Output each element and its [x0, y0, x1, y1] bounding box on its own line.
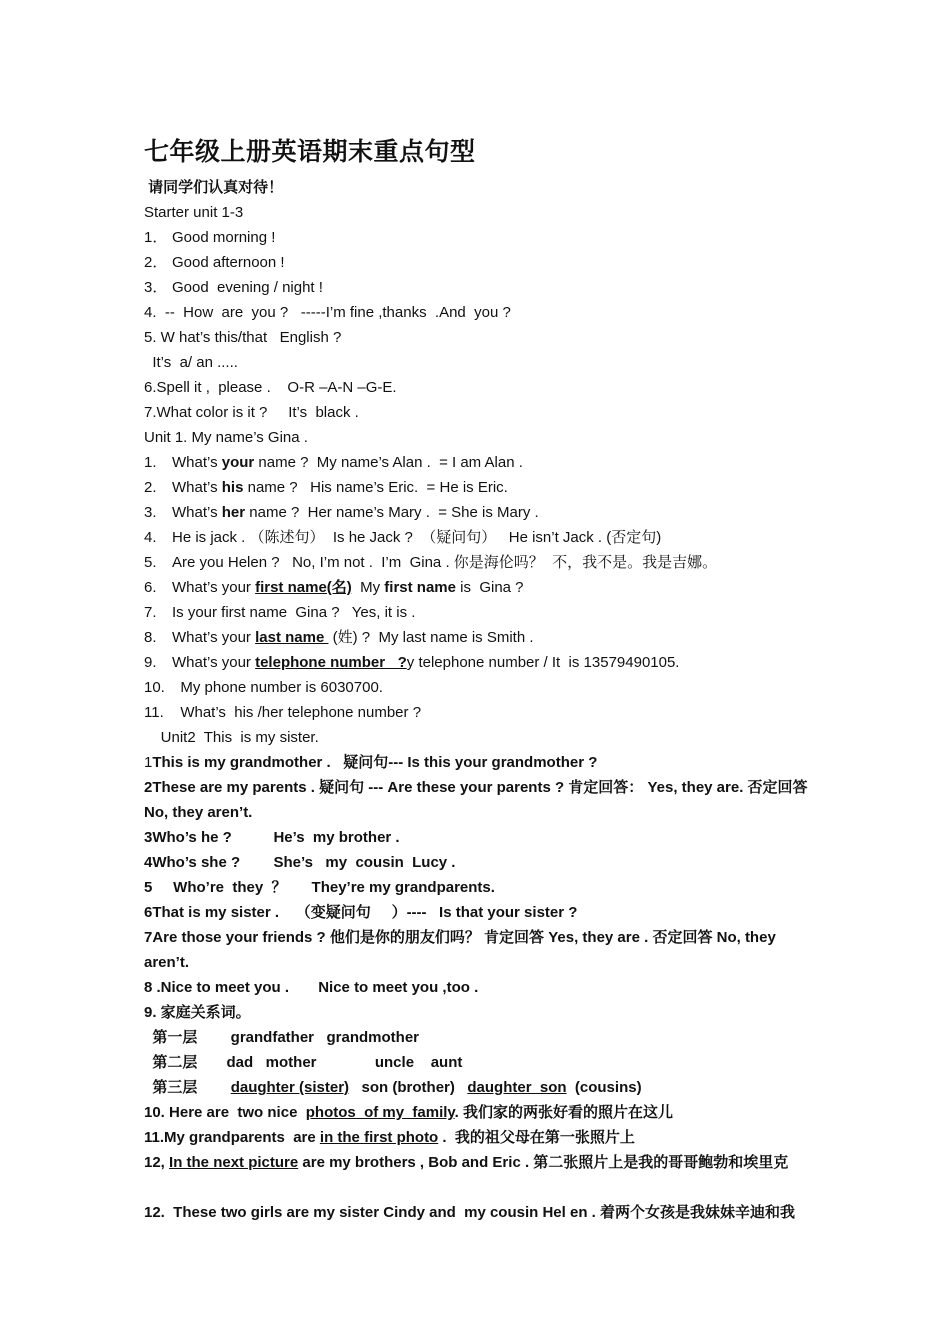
unit1-item-1	[144, 450, 808, 475]
text: What’s your	[172, 579, 256, 596]
text: 12,	[144, 1154, 170, 1171]
item-number: 10.	[144, 679, 165, 696]
bold-text: his	[221, 479, 244, 496]
item-number: 6.	[144, 579, 157, 596]
underlined-term: In the next picture	[169, 1154, 299, 1171]
text: What’s	[172, 454, 222, 471]
text: name ? His name’s Eric. = He is Eric.	[243, 479, 508, 496]
starter-item-4: 4. -- How are you ? -----I’m fine ,thanks .And you ?	[144, 304, 511, 321]
text: . 我的祖父母在第一张照片上	[438, 1129, 635, 1146]
unit1-heading: Unit 1. My name’s Gina .	[144, 429, 308, 446]
underlined-term: first name(名)	[255, 579, 352, 596]
text: is Gina ?	[455, 579, 524, 596]
unit1-item-10	[144, 675, 808, 700]
text: 10. Here are two nice	[144, 1104, 306, 1121]
starter-heading: Starter unit 1-3	[144, 204, 244, 221]
item-number: 8.	[144, 629, 157, 646]
text: What’s	[172, 479, 222, 496]
starter-item-1	[144, 225, 808, 250]
text: y telephone number / It is 13579490105.	[406, 654, 680, 671]
text: What’s your	[172, 629, 256, 646]
item-text: Good evening / night !	[172, 279, 323, 296]
underlined-term: daughter son	[467, 1079, 567, 1096]
text: He is jack . （陈述句） Is he Jack ? （疑问句） He isn’t Jack . (否定句)	[172, 529, 662, 546]
unit2-item-8: 8 .Nice to meet you . Nice to meet you ,too .	[144, 979, 479, 996]
unit1-item-5	[144, 550, 808, 575]
unit2-item-4: 4Who’s she ? She’s my cousin Lucy .	[144, 854, 456, 871]
starter-item-6: 6.Spell it , please . O-R –A-N –G-E.	[144, 379, 397, 396]
text: My phone number is 6030700.	[172, 679, 383, 696]
text: son (brother)	[349, 1079, 468, 1096]
item-number: 7.	[144, 604, 157, 621]
unit2-item-1	[144, 750, 808, 775]
unit2-item-9: 9. 家庭关系词。	[144, 1004, 251, 1021]
bold-text: her	[221, 504, 246, 521]
family-level-2: 第二层 dad mother uncle aunt	[144, 1054, 463, 1071]
item-number: 11.	[144, 704, 164, 721]
family-level-1: 第一层 grandfather grandmother	[144, 1029, 420, 1046]
text: My	[351, 579, 385, 596]
item-text: Good morning !	[172, 229, 276, 246]
text: Is your first name Gina ? Yes, it is .	[172, 604, 416, 621]
text: What’s	[172, 504, 222, 521]
item-number: 4.	[144, 529, 157, 546]
item-number: 2.	[144, 479, 157, 496]
text: (姓) ? My last name is Smith .	[328, 629, 534, 646]
page-title: 七年级上册英语期末重点句型	[144, 137, 476, 166]
unit2-item-10	[144, 1100, 808, 1125]
item-number: 9.	[144, 654, 157, 671]
item-number: 1．	[144, 229, 168, 246]
item-number: 3.	[144, 504, 157, 521]
underlined-term: telephone number ?	[255, 654, 407, 671]
bold-text: first name	[384, 579, 456, 596]
unit1-item-8	[144, 625, 808, 650]
unit2-item-2: 2These are my parents . 疑问句 --- Are these your parents ? 肯定回答： Yes, they are. 否定回答 No, they aren’t.	[144, 779, 808, 821]
unit2-item-7: 7Are those your friends ? 他们是你的朋友们吗？ 肯定回答 Yes, they are . 否定回答 No, they aren’t.	[144, 929, 776, 971]
text: What’s his /her telephone number ?	[172, 704, 422, 721]
item-text: Good afternoon !	[172, 254, 285, 271]
unit1-item-11	[144, 700, 808, 725]
item-number: 1	[144, 754, 153, 771]
item-number: 3．	[144, 279, 168, 296]
text: are my brothers , Bob and Eric . 第二张照片上是我的哥哥鲍勃和埃里克	[298, 1154, 789, 1171]
underlined-term: daughter (sister)	[230, 1079, 350, 1096]
text: name ? Her name’s Mary . = She is Mary .	[245, 504, 539, 521]
text: Are you Helen ? No, I’m not . I’m Gina . 你是海伦吗？ 不，我不是。我是吉娜。	[172, 554, 718, 571]
unit1-item-7	[144, 600, 808, 625]
text: This is my grandmother . 疑问句--- Is this your grandmother ?	[152, 754, 598, 771]
item-number: 1.	[144, 454, 157, 471]
item-number: 2．	[144, 254, 168, 271]
unit2-item-13: 12. These two girls are my sister Cindy and my cousin Hel en . 着两个女孩是我妹妹辛迪和我	[144, 1204, 795, 1221]
family-level-3	[144, 1075, 808, 1100]
unit1-item-3	[144, 500, 808, 525]
text: name ? My name’s Alan . = I am Alan .	[254, 454, 523, 471]
text: 第三层	[144, 1079, 231, 1096]
text: . 我们家的两张好看的照片在这儿	[454, 1104, 673, 1121]
unit2-item-11	[144, 1125, 808, 1150]
unit2-item-5: 5 Who’re they ？ They’re my grandparents.	[144, 879, 495, 896]
item-number: 5.	[144, 554, 157, 571]
unit1-item-4	[144, 525, 808, 550]
starter-item-5-answer: It’s a/ an .....	[144, 354, 238, 371]
unit1-item-9	[144, 650, 808, 675]
bold-text: your	[221, 454, 255, 471]
starter-item-2	[144, 250, 808, 275]
text: What’s your	[172, 654, 256, 671]
unit2-heading: Unit2 This is my sister.	[144, 729, 319, 746]
underlined-term: last name	[255, 629, 329, 646]
unit1-item-6	[144, 575, 808, 600]
unit1-item-2	[144, 475, 808, 500]
unit2-item-6: 6That is my sister . （变疑问句 ）---- Is that your sister ?	[144, 904, 578, 921]
starter-item-3	[144, 275, 808, 300]
underlined-term: in the first photo	[319, 1129, 439, 1146]
underlined-term: photos of my family	[305, 1104, 455, 1121]
unit2-item-12	[144, 1150, 808, 1175]
text: 11.My grandparents are	[144, 1129, 320, 1146]
starter-item-7: 7.What color is it ? It’s black .	[144, 404, 359, 421]
unit2-item-3: 3Who’s he ? He’s my brother .	[144, 829, 400, 846]
starter-item-5: 5. W hat’s this/that English ?	[144, 329, 342, 346]
text: (cousins)	[566, 1079, 642, 1096]
subtitle: 请同学们认真对待！	[144, 179, 284, 196]
